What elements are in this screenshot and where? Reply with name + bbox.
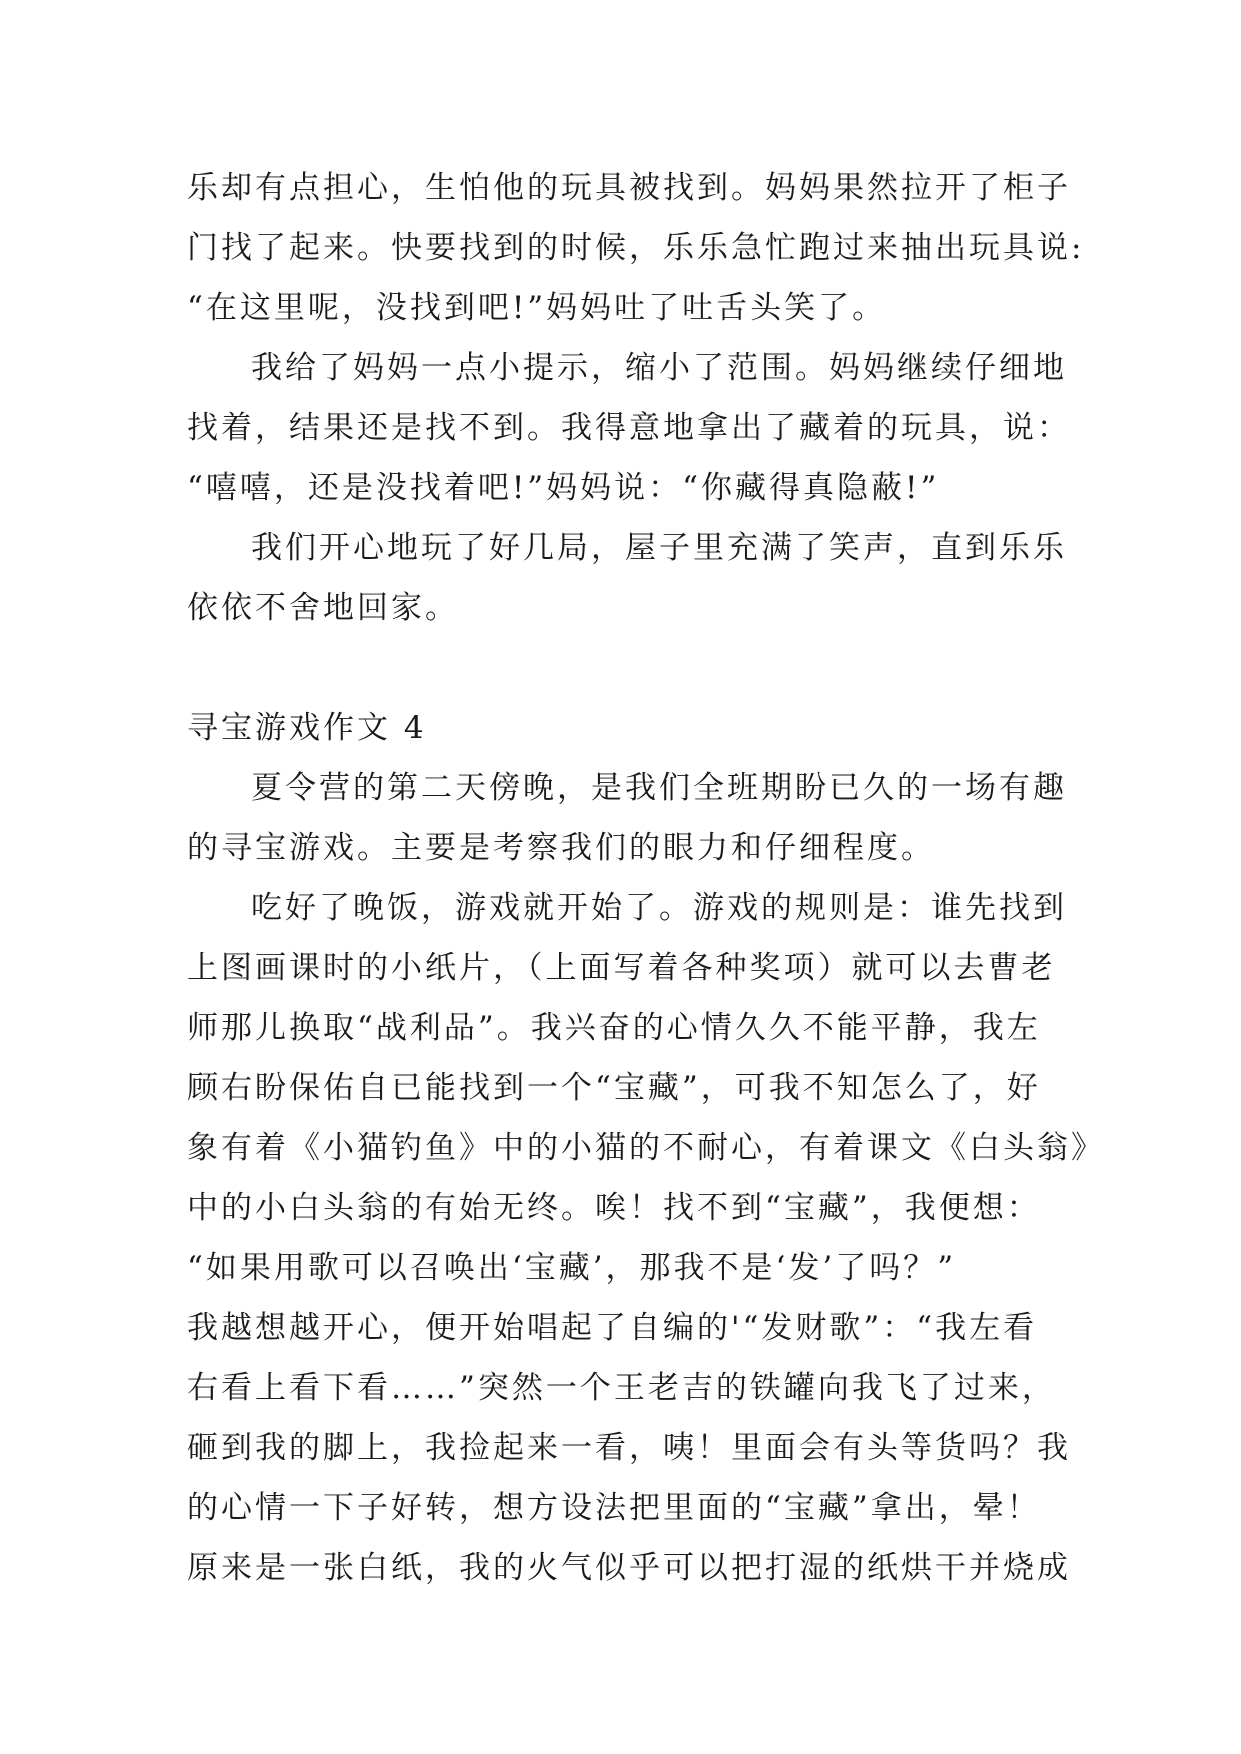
text-line: 原来是一张白纸，我的火气似乎可以把打湿的纸烘干并烧成: [187, 1550, 1071, 1586]
essay-paragraph: [187, 878, 1105, 1598]
text-line: 乐却有点担心，生怕他的玩具被找到。妈妈果然拉开了柜子: [187, 170, 1071, 206]
text-line: 夏令营的第二天傍晚，是我们全班期盼已久的一场有趣: [251, 770, 1067, 806]
section-spacer: [187, 638, 1067, 698]
text-line: 师那儿换取“战利品”。我兴奋的心情久久不能平静，我左: [187, 1010, 1041, 1046]
essay-heading: 寻宝游戏作文 4: [187, 710, 427, 746]
text-line: 门找了起来。快要找到的时候，乐乐急忙跑过来抽出玩具说:: [187, 230, 1085, 266]
text-line: 找着，结果还是找不到。我得意地拿出了藏着的玩具，说：: [187, 410, 1071, 446]
document-body: [187, 158, 1105, 1598]
text-line: 的心情一下子好转，想方设法把里面的“宝藏”拿出，晕！: [187, 1490, 1041, 1526]
essay-paragraph: [187, 758, 1067, 878]
essay-paragraph: [187, 338, 1071, 518]
text-line: 砸到我的脚上，我捡起来一看，咦！里面会有头等货吗？我: [187, 1430, 1071, 1466]
text-line: 我们开心地玩了好几局，屋子里充满了笑声，直到乐乐: [251, 530, 1067, 566]
text-line: 吃好了晚饭，游戏就开始了。游戏的规则是：谁先找到: [251, 890, 1067, 926]
text-line: 我越想越开心，便开始唱起了自编的'“发财歌”：“我左看: [187, 1310, 1038, 1346]
text-line: 我给了妈妈一点小提示，缩小了范围。妈妈继续仔细地: [251, 350, 1067, 386]
text-line: 右看上看下看……”突然一个王老吉的铁罐向我飞了过来，: [187, 1370, 1056, 1406]
text-line: 象有着《小猫钓鱼》中的小猫的不耐心，有着课文《白头翁》: [187, 1130, 1105, 1166]
text-line: “在这里呢，没找到吧!”妈妈吐了吐舌头笑了。: [187, 290, 887, 326]
text-line: “嘻嘻，还是没找着吧!”妈妈说：“你藏得真隐蔽!”: [187, 470, 940, 506]
text-line: “如果用歌可以召唤出‘宝藏’，那我不是‘发’了吗？”: [187, 1250, 957, 1286]
text-line: 上图画课时的小纸片，（上面写着各种奖项）就可以去曹老: [187, 950, 1056, 986]
text-line: 中的小白头翁的有始无终。唉！找不到“宝藏”，我便想：: [187, 1190, 1041, 1226]
text-line: 的寻宝游戏。主要是考察我们的眼力和仔细程度。: [187, 830, 935, 866]
essay-paragraph: [187, 518, 1067, 638]
essay-paragraph: [187, 158, 1085, 338]
text-line: 依依不舍地回家。: [187, 590, 459, 626]
text-line: 顾右盼保佑自已能找到一个“宝藏”，可我不知怎么了，好: [187, 1070, 1041, 1106]
